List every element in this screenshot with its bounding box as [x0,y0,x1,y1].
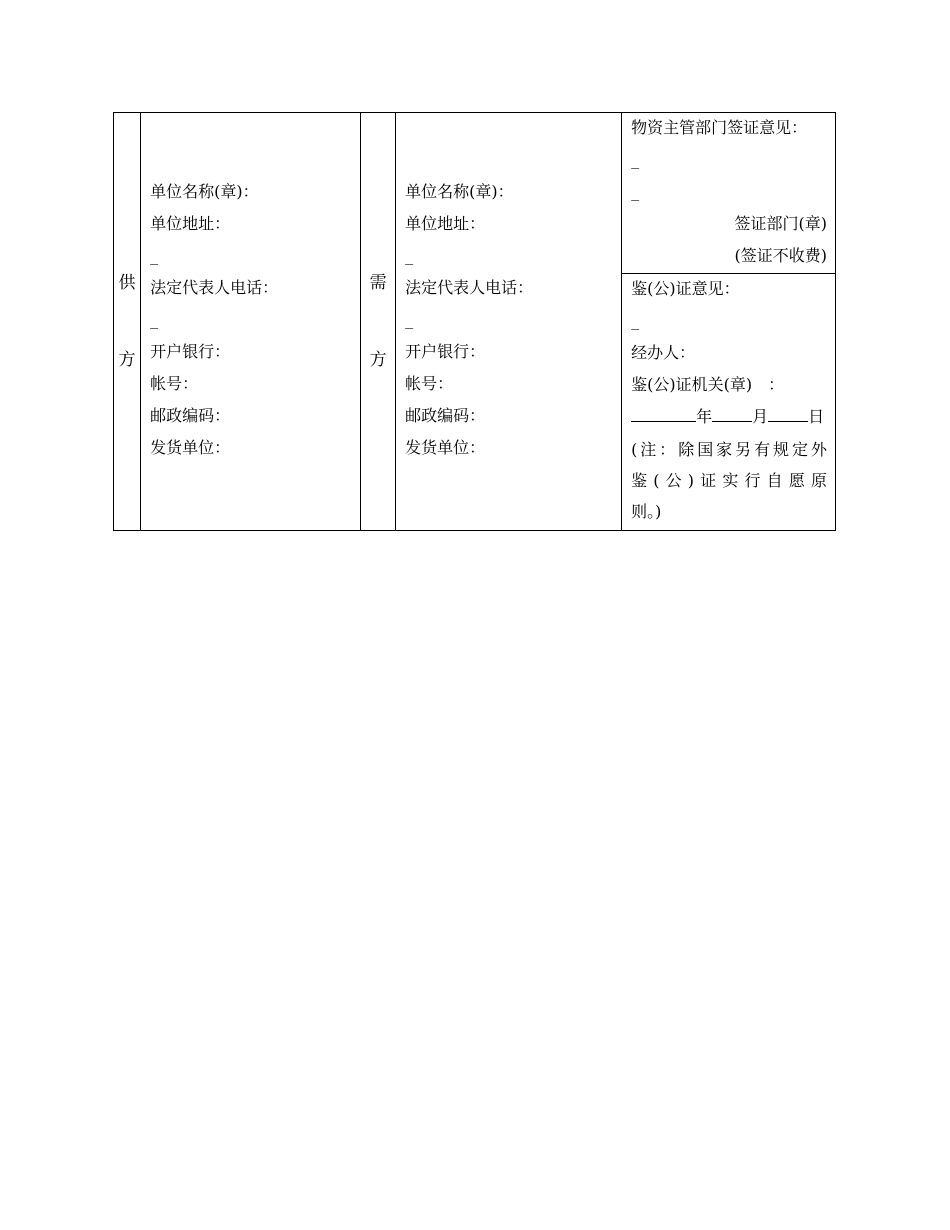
demander-blank-2: _ [405,310,414,329]
note-line-3: 则。) [631,502,662,521]
supplier-side-label [114,113,141,531]
demander-shipping-unit: 发货单位： [405,438,486,457]
month-blank [712,405,752,422]
supplier-address: 单位地址： [150,214,231,233]
supplier-blank-1: _ [150,246,159,265]
notary-certification-cell [622,274,836,531]
notary-office-label: 鉴(公)证机关(章) ： [631,375,785,394]
supplier-shipping-unit: 发货单位： [150,438,231,457]
year-label: 年 [696,407,713,426]
supplier-side-char-1: 供 [118,272,136,293]
demander-side-char-2: 方 [369,349,387,370]
supplier-legal-rep-phone: 法定代表人电话： [150,278,279,297]
day-blank [768,405,808,422]
supplier-account: 帐号： [150,374,199,393]
notary-blank: _ [631,311,640,330]
demander-info [396,113,622,531]
demander-account: 帐号： [405,374,454,393]
note-line-2: 鉴(公)证实行自愿原 [631,471,827,490]
month-label: 月 [752,407,769,426]
authority-certification-cell [622,113,836,274]
contract-signature-table [113,112,836,531]
demander-bank: 开户银行： [405,342,486,361]
authority-opinion-label: 物资主管部门签证意见： [631,118,808,137]
date-line [631,402,827,434]
year-blank [631,405,696,422]
demander-blank-1: _ [405,246,414,265]
supplier-side-char-2: 方 [118,349,136,370]
sign-dept-label: 签证部门(章) [734,214,827,233]
authority-blank-2: _ [631,182,640,201]
supplier-info [141,113,361,531]
handler-label: 经办人： [631,343,696,362]
day-label: 日 [808,407,825,426]
demander-address: 单位地址： [405,214,486,233]
demander-unit-name: 单位名称(章)： [405,182,514,201]
supplier-blank-2: _ [150,310,159,329]
supplier-bank: 开户银行： [150,342,231,361]
supplier-postal-code: 邮政编码： [150,406,231,425]
authority-blank-1: _ [631,150,640,169]
demander-side-label [361,113,396,531]
no-fee-label: (签证不收费) [734,246,827,265]
notary-opinion-label: 鉴(公)证意见： [631,279,740,298]
demander-side-char-1: 需 [369,272,387,293]
note-line-1: (注：除国家另有规定外 [631,440,827,459]
supplier-unit-name: 单位名称(章)： [150,182,259,201]
demander-postal-code: 邮政编码： [405,406,486,425]
demander-legal-rep-phone: 法定代表人电话： [405,278,534,297]
